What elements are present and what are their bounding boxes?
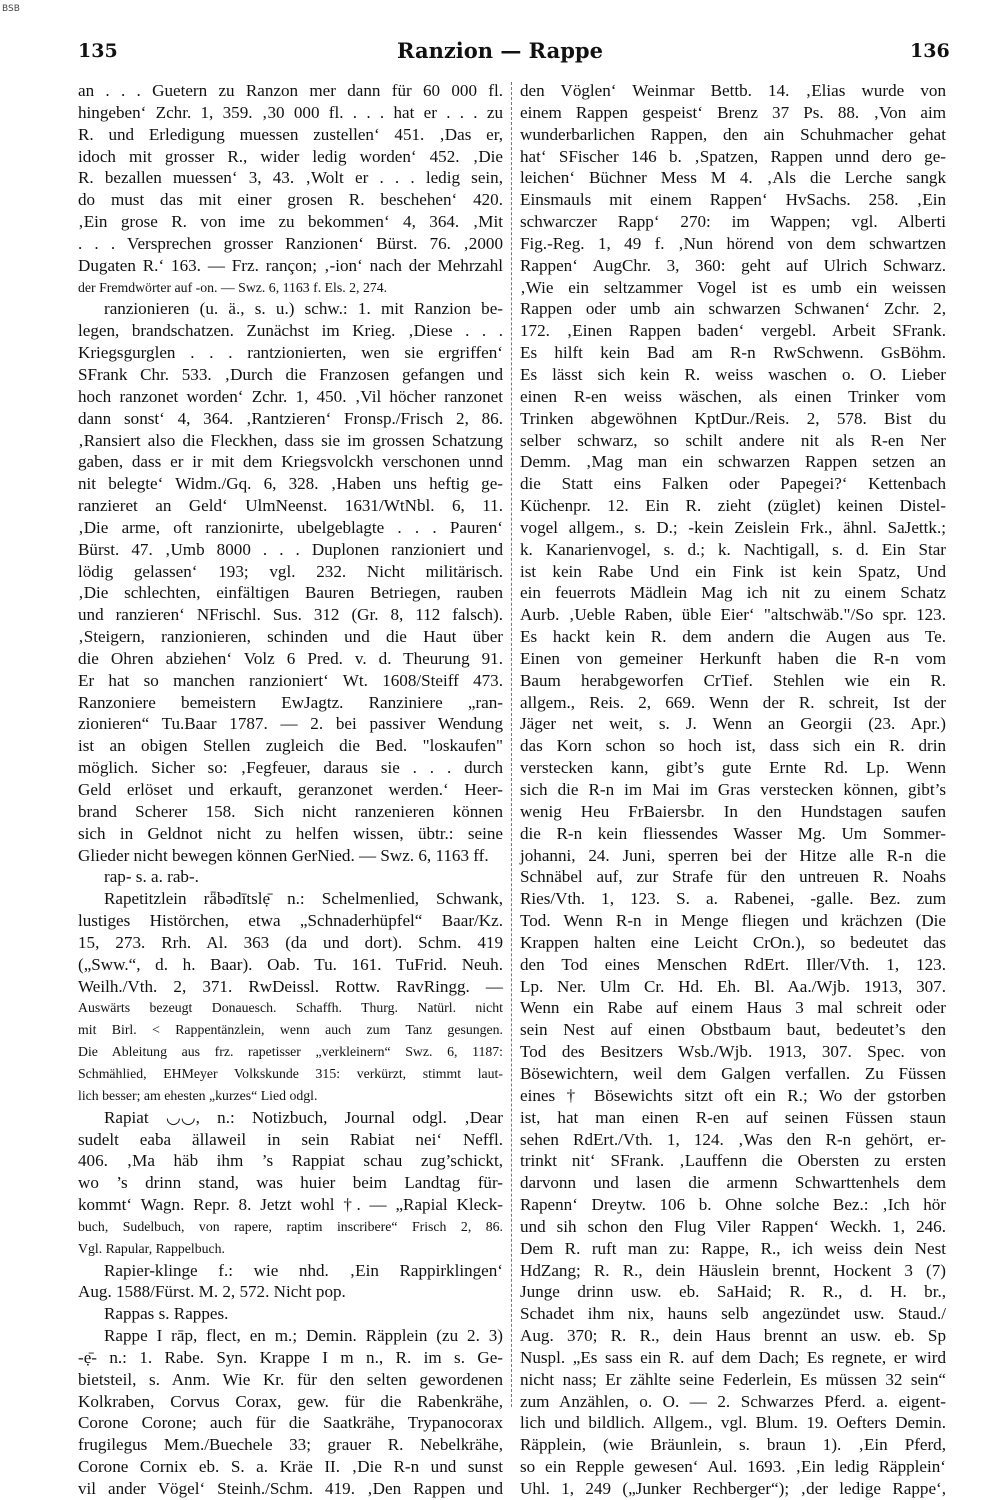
text-line: Uhl. 1, 249 („Junker Rechberger“); ‚der ledige Rappe‘, bbox=[520, 1479, 946, 1498]
text-line: R. bezallen muessen‘ 3, 43. ‚Wolt er . . . ledig sein, bbox=[78, 168, 503, 188]
text-line: möglich. Sicher so: ‚Fegfeuer, daraus sie . . . durch bbox=[78, 758, 503, 778]
text-line: ‚Ein grose R. von ime zu bekommen‘ 4, 364. ‚Mit bbox=[78, 212, 503, 232]
text-line: Rappen‘ AugChr. 3, 360: geht auf Ulrich Schwarz. bbox=[520, 255, 946, 275]
text-line: lustiges Histörchen, etwa „Schnaderhüpfel“ Baar/Kz. bbox=[78, 911, 503, 931]
text-line: hoch ranzonet worden‘ Zchr. 1, 450. ‚Vil höcher ranzonet bbox=[78, 386, 503, 406]
text-line: ‚Wie ein seltzammer Vogel ist es umb ein weissen bbox=[520, 277, 946, 297]
text-line: . . . Versprechen grosser Ranzionen‘ Bürst. 76. ‚2000 bbox=[78, 233, 503, 253]
left-column bbox=[78, 80, 503, 1500]
text-line: die Statt eins Falken oder Papegei?‘ Kettenbach bbox=[520, 474, 946, 494]
text-line: brand Scherer 158. Sich nicht ranzenieren können bbox=[78, 801, 503, 821]
text-line: gaben, dass er ir mit dem Kriegsvolckh verschonen unnd bbox=[78, 452, 503, 472]
text-line: Rapenn‘ Dreytw. 106 b. Ohne solche Bez.: ‚Ich hör bbox=[520, 1195, 946, 1215]
text-line: Bürst. 47. ‚Umb 8000 . . . Duplonen ranzioniert und bbox=[78, 539, 503, 559]
text-line: allgem., Reis. 2, 669. Wenn der R. schreit, Ist der bbox=[520, 692, 946, 712]
text-line: 172. ‚Einen Rappen baden‘ vergebl. Arbeit SFrank. bbox=[520, 321, 946, 341]
text-line: sich in Geldnot nicht zu helfen wissen, übtr.: seine bbox=[78, 823, 503, 843]
text-line: ‚Die schlechten, einfältigen Bauren Betriegen, rauben bbox=[78, 583, 503, 603]
text-line: und ranzieren‘ NFrischl. Sus. 312 (Gr. 8, 112 falsch). bbox=[78, 605, 503, 625]
text-line: Trinken abgewöhnen KptDur./Reis. 2, 578. Bist du bbox=[520, 408, 946, 428]
library-watermark: BSB bbox=[2, 4, 20, 14]
text-line: („Sww.“, d. h. Baar). Oab. Tu. 161. TuFrid. Neuh. bbox=[78, 954, 503, 974]
text-line: Dugaten R.‘ 163. — Frz. rançon; ‚-ion‘ nach der Mehrzahl bbox=[78, 255, 503, 275]
text-line: sein Nest auf einen Obstbaum baut, bedeutet’s den bbox=[520, 1020, 946, 1040]
text-line: hingeben‘ Zchr. 1, 359. ‚30 000 fl. . . . hat er . . . zu bbox=[78, 102, 503, 122]
text-line: Schmählied, EHMeyer Volkskunde 315: verkürzt, stimmt laut- bbox=[78, 1065, 503, 1081]
page-number-left: 135 bbox=[78, 40, 118, 62]
text-line: 15, 273. Rrh. Al. 363 (da und dort). Schm. 419 bbox=[78, 932, 503, 952]
text-line: ranzieret an Geld‘ UlmNeenst. 1631/WtNbl. 6, 11. bbox=[78, 496, 503, 516]
text-line: schwarczer Rapp‘ 270: im Wappen; vgl. Alberti bbox=[520, 212, 946, 232]
text-line: idoch mit grosser R., wider ledig worden‘ 452. ‚Die bbox=[78, 146, 503, 166]
text-line: an . . . Guetern zu Ranzon mer dann für 60 000 fl. bbox=[78, 81, 503, 100]
text-line: hat‘ SFischer 146 b. ‚Spatzen, Rappen unnd dero ge- bbox=[520, 146, 946, 166]
text-line: ist, hat man einen R-en auf seinen Füssen staun bbox=[520, 1107, 946, 1127]
text-line: sich die R-n im Mai im Gras verstecken können, gibt’s bbox=[520, 780, 946, 799]
column-divider bbox=[511, 82, 513, 1407]
text-line: bietsteil, s. Anm. Wie Kr. für den selten gewordenen bbox=[78, 1369, 503, 1389]
text-line: sehen RdErt./Vth. 1, 124. ‚Was den R-n gehört, er- bbox=[520, 1129, 946, 1149]
text-line: verstecken kann, gibt’s gute Ernte Rd. Lp. Wenn bbox=[520, 758, 946, 778]
text-line: sudelt eaba ällaweil in sein Rabiat nei‘ Neffl. bbox=[78, 1129, 503, 1149]
text-line: Dem R. ruft man zu: Rappe, R., ich weiss dein Nest bbox=[520, 1238, 946, 1258]
text-line: rap- s. a. rab-. bbox=[104, 867, 199, 887]
text-line: eines † Bösewichts sitzt oft ein R.; Wo der gstorben bbox=[520, 1085, 946, 1105]
text-line: und sih schon den Flug Viler Rappen‘ Weckh. 1, 246. bbox=[520, 1216, 946, 1236]
text-line: SFrank Chr. 533. ‚Durch die Franzosen gefangen und bbox=[78, 364, 503, 384]
text-line: johanni, 24. Juni, sperren bei der Hitze alle R-n die bbox=[520, 845, 946, 865]
text-line: Bösewichtern, weil dem Galgen verfallen. Zu Füssen bbox=[520, 1063, 946, 1083]
text-line: Einsmauls mit einem Rappen‘ HvSachs. 258. ‚Ein bbox=[520, 190, 946, 210]
text-line: einen R-en weiss wäschen, als einen Trinker vom bbox=[520, 386, 946, 406]
text-line: Corone Cornix eb. S. a. Kräe II. ‚Die R-n und sunst bbox=[78, 1457, 503, 1477]
text-line: ‚Steigern, ranzionieren, schinden und die Haut über bbox=[78, 627, 503, 647]
text-line: zionieren“ Tu.Baar 1787. — 2. bei passiver Wendung bbox=[78, 714, 503, 734]
text-line: lödig gelassen‘ 193; vgl. 232. Nicht militärisch. bbox=[78, 561, 503, 581]
text-line: nit belegte‘ Widm./Gq. 6, 328. ‚Haben uns heftig ge- bbox=[78, 474, 503, 494]
text-line: Auswärts bezeugt Donauesch. Schaffh. Thurg. Natürl. nicht bbox=[78, 1000, 503, 1016]
text-line: vogel allgem., s. D.; -kein Zeislein Frk., ähnl. SaJettk.; bbox=[520, 517, 946, 537]
text-line: HdZang; R. R., dein Häuslein brennt, Hockent 3 (7) bbox=[520, 1260, 946, 1280]
text-line: Es hackt kein R. dem andern die Augen aus Te. bbox=[520, 627, 946, 647]
page-number-right: 136 bbox=[910, 40, 950, 62]
text-line: Schnäbel auf, zur Strafe für den untreuen R. Noahs bbox=[520, 867, 946, 887]
text-line: do must das mit einer grosen R. beschehen‘ 420. bbox=[78, 190, 503, 210]
text-line: Küchenpr. 12. Ein R. zieht (züglet) keinen Distel- bbox=[520, 496, 946, 516]
text-line: Krappen halten eine Leicht CrOn.), so bedeutet das bbox=[520, 932, 946, 952]
text-line: Rappas s. Rappes. bbox=[104, 1304, 229, 1324]
text-line: mit Birl. < Rappentänzlein, wenn auch zum Tanz gesungen. bbox=[78, 1022, 503, 1038]
text-line: Ranzoniere bemeistern EwJagtz. Ranziniere „ran- bbox=[78, 692, 503, 712]
running-head: Ranzion — Rappe bbox=[397, 38, 603, 63]
text-line: Baum herabgeworfen CrTief. Stehlen wie ein R. bbox=[520, 670, 946, 690]
text-line: Demm. ‚Mag man ein schwarzen Rappen setzen an bbox=[520, 452, 946, 472]
text-line: Es lässt sich kein R. weiss waschen o. O. Lieber bbox=[520, 364, 946, 384]
text-line: Es hilft kein Bad am R-n RwSchwenn. GsBöhm. bbox=[520, 343, 946, 363]
text-line: Lp. Ner. Ulm Cr. Hd. Eh. Bl. Aa./Wjb. 1913, 307. bbox=[520, 976, 946, 996]
text-line: ist kein Rabe Und ein Fink ist kein Spatz, Und bbox=[520, 561, 946, 581]
text-line: darvonn und lasen die armenn Schwarttenhels dem bbox=[520, 1173, 946, 1193]
text-line: ‚Ransiert also die Fleckhen, dass sie im grossen Schatzung bbox=[78, 430, 503, 450]
text-line: Rapetitzlein rǟbədītslẹ̄ n.: Schelmenlied, Schwank, bbox=[104, 889, 503, 909]
text-line: Fig.-Reg. 1, 49 f. ‚Nun hörend von dem schwartzen bbox=[520, 233, 946, 253]
text-line: Rappen oder umb ain schwarzen Schwanen‘ Zchr. 2, bbox=[520, 299, 946, 319]
text-line: Glieder nicht bewegen können GerNied. — Swz. 6, 1163 ff. bbox=[78, 845, 489, 865]
text-line: ‚Die arme, oft ranzionirte, ubelgeblagte . . . Pauren‘ bbox=[78, 517, 503, 537]
text-line: -ẹ̄- n.: 1. Rabe. Syn. Krappe I m n., R. im s. Ge- bbox=[78, 1347, 503, 1367]
text-line: ein feuerrots Mädlein Mag ich nit zu einem Schatz bbox=[520, 583, 946, 603]
text-line: Weilh./Vth. 2, 371. RwDeissl. Rottw. RavRingg. — bbox=[78, 976, 503, 996]
text-line: Aug. 1588/Fürst. M. 2, 572. Nicht pop. bbox=[78, 1282, 346, 1302]
text-line: wo ’s drinn stand, was huier beim Landtag für- bbox=[78, 1173, 503, 1193]
text-line: Aurb. ‚Ueble Raben, üble Eier‘ "altschwäb."/So spr. 123. bbox=[520, 605, 946, 625]
text-line: leichen‘ Büchner Mess M 4. ‚Als die Lerche sangk bbox=[520, 168, 946, 188]
text-line: Rapiat ◡◡, n.: Notizbuch, Journal odgl. ‚Dear bbox=[104, 1107, 503, 1127]
text-line: die R-n kein fliessendes Wasser Mg. Um Sommer- bbox=[520, 823, 946, 843]
text-line: kommt‘ Wagn. Repr. 8. Jetzt wohl †. — „Rapial Kleck- bbox=[78, 1195, 503, 1215]
text-line: Ries/Vth. 1, 123. S. a. Rabenei, -galle. Bez. zum bbox=[520, 889, 946, 909]
text-line: Tod. Wenn R-n in Menge fliegen und krächzen (Die bbox=[520, 911, 946, 931]
text-line: die Ohren abziehen‘ Volz 6 Pred. v. d. Theurung 91. bbox=[78, 648, 503, 668]
text-line: Er hat so manchen ranzioniert‘ Wt. 1608/Steiff 473. bbox=[78, 670, 503, 690]
text-line: Nuspl. „Es sass ein R. auf dem Dach; Es regnete, er wird bbox=[520, 1347, 946, 1367]
text-line: das Korn schon so hoch ist, dass sich ein R. drin bbox=[520, 736, 946, 756]
text-line: den Vöglen‘ Weinmar Bettb. 14. ‚Elias wurde von bbox=[520, 81, 946, 100]
text-line: Rapier-klinge f.: wie nhd. ‚Ein Rappirklingen‘ bbox=[104, 1260, 503, 1280]
text-line: k. Kanarienvogel, s. d.; k. Nachtigall, s. d. Ein Star bbox=[520, 539, 946, 559]
text-line: trinkt nit‘ SFrank. ‚Lauffenn die Obersten zu ersten bbox=[520, 1151, 946, 1171]
text-line: vil ander Vögel‘ Steinh./Schm. 419. ‚Den Rappen und bbox=[78, 1479, 503, 1498]
text-line: Räpplein, (wie Bräunlein, s. braun 1). ‚Ein Pferd, bbox=[520, 1435, 946, 1455]
text-line: Jäger net weit, s. J. Wenn an Georgii (23. Apr.) bbox=[520, 714, 946, 734]
text-line: Aug. 370; R. R., dein Haus brennt an usw. eb. Sp bbox=[520, 1326, 946, 1346]
text-line: Wenn ein Rabe auf einem Haus 3 mal schreit oder bbox=[520, 998, 946, 1018]
text-line: wunderbarlichen Rappen, den ain Schuhmacher gehat bbox=[520, 124, 946, 144]
text-line: Vgl. Rapular, Rappelbuch. bbox=[78, 1240, 225, 1256]
right-column bbox=[520, 80, 946, 1500]
text-line: Junge drinn usw. eb. SaHaid; R. R., d. H. br., bbox=[520, 1282, 946, 1302]
text-line: den Tod eines Menschen RdErt. Iller/Vth. 1, 123. bbox=[520, 954, 946, 974]
text-line: Geld erlöset und erkauft, geranzonet werden.‘ Heer- bbox=[78, 780, 503, 799]
text-line: ist an obigen Stellen zugleich die Bed. "loskaufen" bbox=[78, 736, 503, 756]
text-line: der Fremdwörter auf -on. — Swz. 6, 1163 f. Els. 2, 274. bbox=[78, 279, 388, 295]
text-line: dann sonst‘ 4, 364. ‚Rantzieren‘ Fronsp./Frisch 2, 86. bbox=[78, 408, 503, 428]
text-line: Corone Corone; auch für die Saatkrähe, Trypanocorax bbox=[78, 1413, 503, 1433]
text-line: Schadet ihm nix, hauns selb angezündet usw. Staud./ bbox=[520, 1304, 946, 1324]
text-line: buch, Sudelbuch, von rapere, raptim inscribere“ Frisch 2, 86. bbox=[78, 1218, 503, 1234]
text-line: Kriegsgurglen . . . rantzionierten, wen sie ergriffen‘ bbox=[78, 343, 503, 363]
text-line: Tod des Besitzers Wsb./Wjb. 1913, 307. Spec. von bbox=[520, 1042, 946, 1062]
text-line: lich besser; am ehesten „kurzes“ Lied odgl. bbox=[78, 1087, 318, 1103]
text-line: Kolkraben, Corvus Corax, gew. für die Rabenkrähe, bbox=[78, 1391, 503, 1411]
text-line: zum Anzählen, o. O. — 2. Schwarzes Pferd. a. eigent- bbox=[520, 1391, 946, 1411]
text-line: frugilegus Mem./Buechele 33; grauer R. Nebelkrähe, bbox=[78, 1435, 503, 1455]
text-line: Rappe I rāp, flect, en m.; Demin. Räpplein (zu 2. 3) bbox=[104, 1326, 503, 1346]
text-line: wenig Heu FrBaiersbr. In den Hundstagen saufen bbox=[520, 801, 946, 821]
text-line: Einen von gemeiner Herkunft haben die R-n vom bbox=[520, 648, 946, 668]
text-line: selber schwarz, so schilt andere nit als R-en Ner bbox=[520, 430, 946, 450]
text-line: R. und Erledigung muessen zustellen‘ 451. ‚Das er, bbox=[78, 124, 503, 144]
text-line: 406. ‚Ma häb ihm ’s Rappiat schau zug’schickt, bbox=[78, 1151, 503, 1171]
text-line: ranzionieren (u. ä., s. u.) schw.: 1. mit Ranzion be- bbox=[104, 299, 503, 319]
text-line: so ein Repple gewesen‘ Aul. 1693. ‚Ein ledig Räpplein‘ bbox=[520, 1457, 946, 1477]
text-line: legen, brandschatzen. Zunächst im Krieg. ‚Diese . . . bbox=[78, 321, 503, 341]
text-line: Die Ableitung aus frz. rapetisser „verkleinern“ Swz. 6, 1187: bbox=[78, 1044, 503, 1060]
text-line: nicht nass; Er zählte seine Federlein, Es müssen 32 sein“ bbox=[520, 1369, 946, 1389]
text-line: einem Rappen gespeist‘ Brenz 37 Ps. 88. ‚Von aim bbox=[520, 102, 946, 122]
text-line: lich und bildlich. Allgem., vgl. Blum. 19. Oefters Demin. bbox=[520, 1413, 946, 1433]
